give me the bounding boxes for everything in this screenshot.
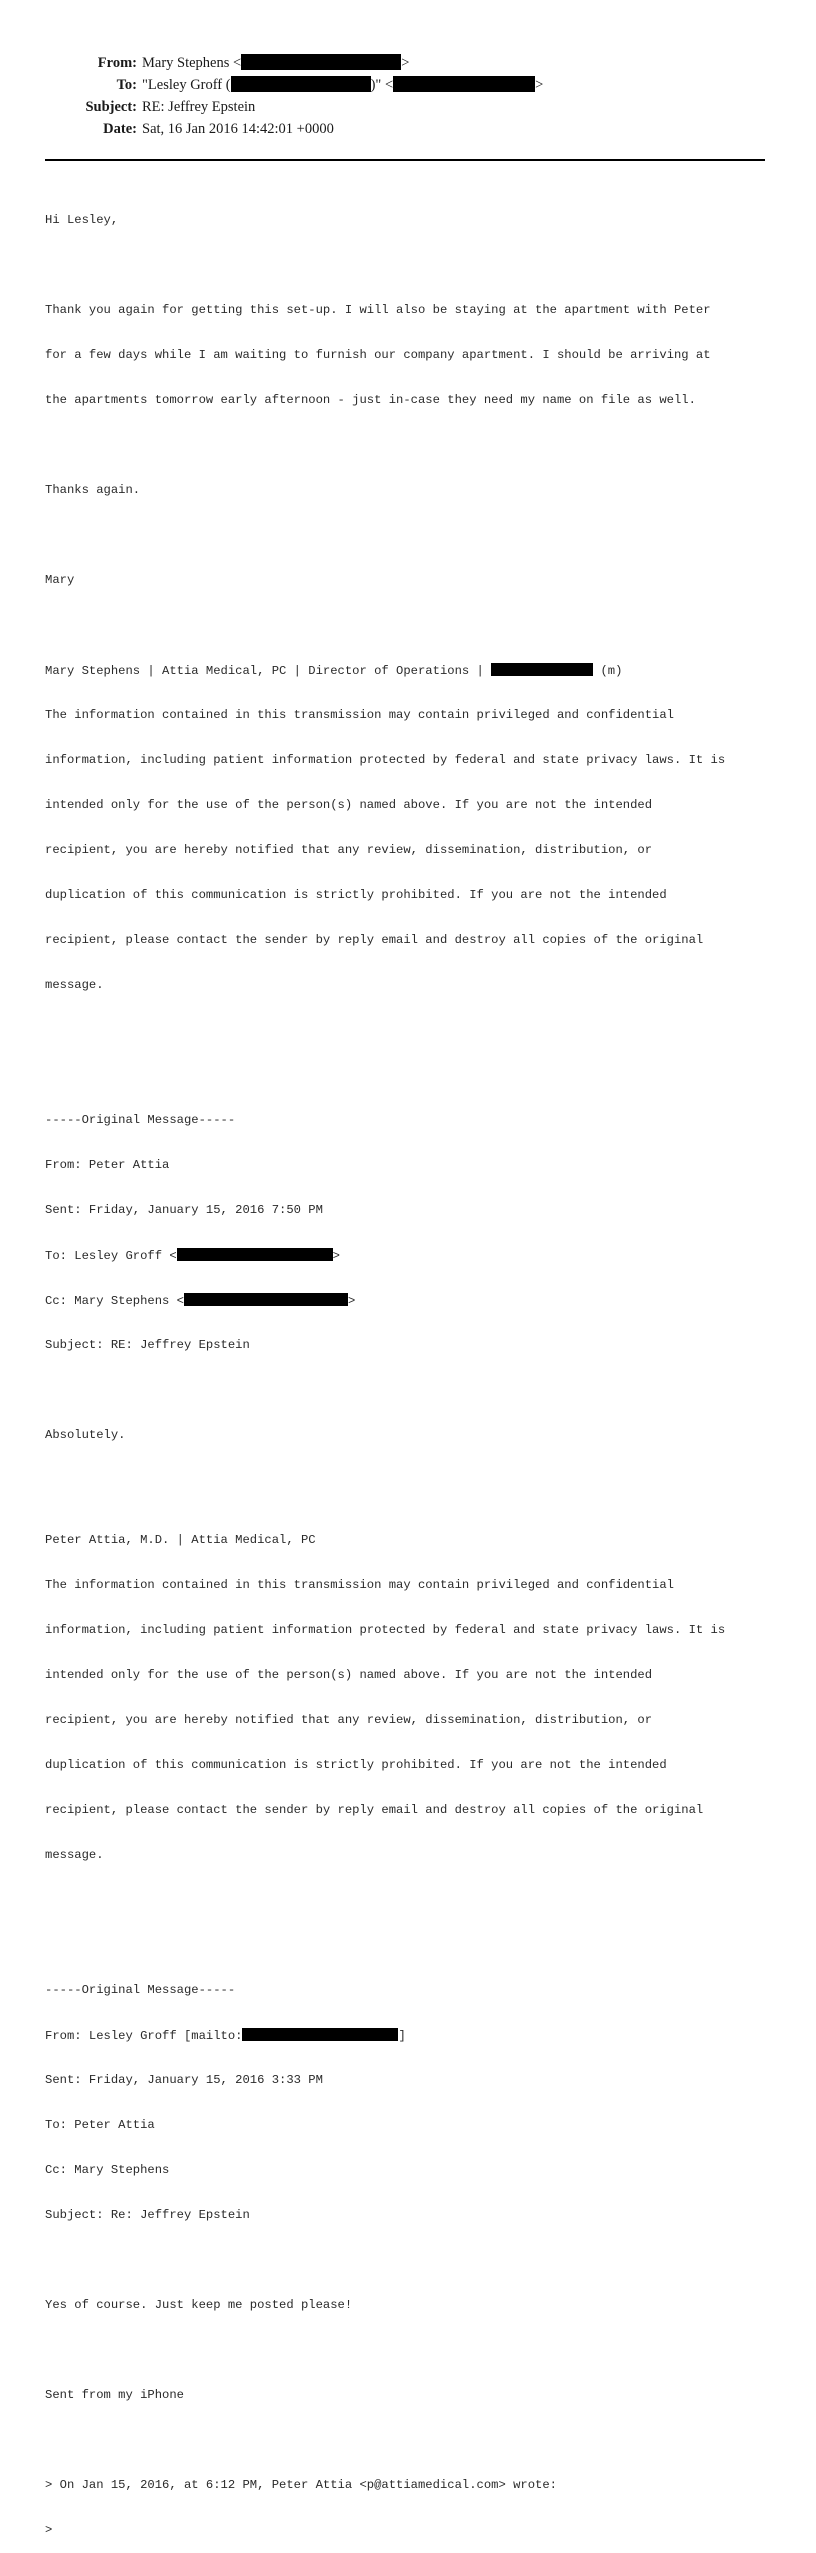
to-name: "Lesley Groff ( [142,77,231,93]
orig2-from [45,2028,785,2043]
from-label: From: [97,55,137,71]
orig2-sent: Sent: Friday, January 15, 2016 3:33 PM [45,2073,323,2087]
disclaimer-line: recipient, you are hereby notified that any review, dissemination, distribution, or [45,843,653,857]
orig2-subject: Subject: Re: Jeffrey Epstein [45,2208,250,2222]
orig1-message: Absolutely. [45,1428,126,1442]
date-value: Sat, 16 Jan 2016 14:42:01 +0000 [142,121,334,137]
email-header [0,52,816,140]
orig1-from: From: Peter Attia [45,1158,170,1172]
header-from-row [0,52,816,74]
redaction-box [184,1293,348,1306]
to-mid: )" < [370,77,394,93]
header-to-row [0,74,816,96]
subject-value: RE: Jeffrey Epstein [142,99,256,115]
from-close: > [401,55,410,71]
from-name: Mary Stephens < [142,55,242,71]
original-message-marker: -----Original Message----- [45,1983,236,1997]
orig1-to-close: > [332,1249,340,1263]
orig2-cc: Cc: Mary Stephens [45,2163,170,2177]
orig2-message: Yes of course. Just keep me posted please! [45,2298,353,2312]
disclaimer-line: message. [45,978,104,992]
redaction-box [491,663,593,676]
disclaimer-line: information, including patient information protected by federal and state privacy laws. It is [45,1623,726,1637]
to-close: > [535,77,544,93]
orig1-signature: Peter Attia, M.D. | Attia Medical, PC [45,1533,316,1547]
orig1-to-text: To: Lesley Groff < [45,1249,177,1263]
from-value [142,52,409,74]
orig1-cc [45,1293,785,1308]
disclaimer-line: intended only for the use of the person(s) named above. If you are not the intended [45,798,653,812]
to-label: To: [116,77,137,93]
orig1-sent: Sent: Friday, January 15, 2016 7:50 PM [45,1203,323,1217]
body-line: the apartments tomorrow early afternoon - just in-case they need my name on file as well. [45,393,696,407]
redaction-box [241,54,401,70]
thanks-line: Thanks again. [45,483,141,497]
quoted-line-end: > [45,2523,53,2537]
orig2-device: Sent from my iPhone [45,2388,184,2402]
orig2-from-text: From: Lesley Groff [mailto: [45,2029,243,2043]
disclaimer-line: recipient, please contact the sender by reply email and destroy all copies of the original [45,933,704,947]
header-subject-row [0,96,816,118]
disclaimer-line: recipient, you are hereby notified that any review, dissemination, distribution, or [45,1713,653,1727]
disclaimer-line: duplication of this communication is strictly prohibited. If you are not the intended [45,888,667,902]
signature-line [45,663,785,678]
disclaimer-line: information, including patient information protected by federal and state privacy laws. It is [45,753,726,767]
orig2-to: To: Peter Attia [45,2118,155,2132]
disclaimer-line: recipient, please contact the sender by reply email and destroy all copies of the original [45,1803,704,1817]
redaction-box [242,2028,398,2041]
signoff: Mary [45,573,75,587]
redaction-box [177,1248,333,1261]
orig1-subject: Subject: RE: Jeffrey Epstein [45,1338,250,1352]
orig2-from-close: ] [398,2029,406,2043]
disclaimer-line: The information contained in this transmission may contain privileged and confidential [45,708,674,722]
to-value [142,74,543,96]
header-divider [45,159,765,161]
orig1-cc-close: > [347,1294,356,1308]
quoted-line: > On Jan 15, 2016, at 6:12 PM, Peter Attia <p@attiamedical.com> wrote: [45,2478,557,2492]
orig1-cc-text: Cc: Mary Stephens < [45,1294,184,1308]
subject-label: Subject: [85,99,137,115]
disclaimer-line: The information contained in this transmission may contain privileged and confidential [45,1578,674,1592]
header-date-row [0,118,816,140]
body-line: for a few days while I am waiting to furnish our company apartment. I should be arriving at [45,348,711,362]
redaction-box [393,76,535,92]
redaction-box [231,76,371,92]
original-message-marker: -----Original Message----- [45,1113,236,1127]
disclaimer-line: intended only for the use of the person(s) named above. If you are not the intended [45,1668,653,1682]
disclaimer-line: message. [45,1848,104,1862]
greeting: Hi Lesley, [45,213,119,227]
orig1-to [45,1248,785,1263]
email-body [45,183,785,2553]
body-line: Thank you again for getting this set-up. I will also be staying at the apartment with Peter [45,303,711,317]
date-label: Date: [103,121,137,137]
signature-suffix: (m) [593,664,623,678]
signature-text: Mary Stephens | Attia Medical, PC | Director of Operations | [45,664,492,678]
disclaimer-line: duplication of this communication is strictly prohibited. If you are not the intended [45,1758,667,1772]
